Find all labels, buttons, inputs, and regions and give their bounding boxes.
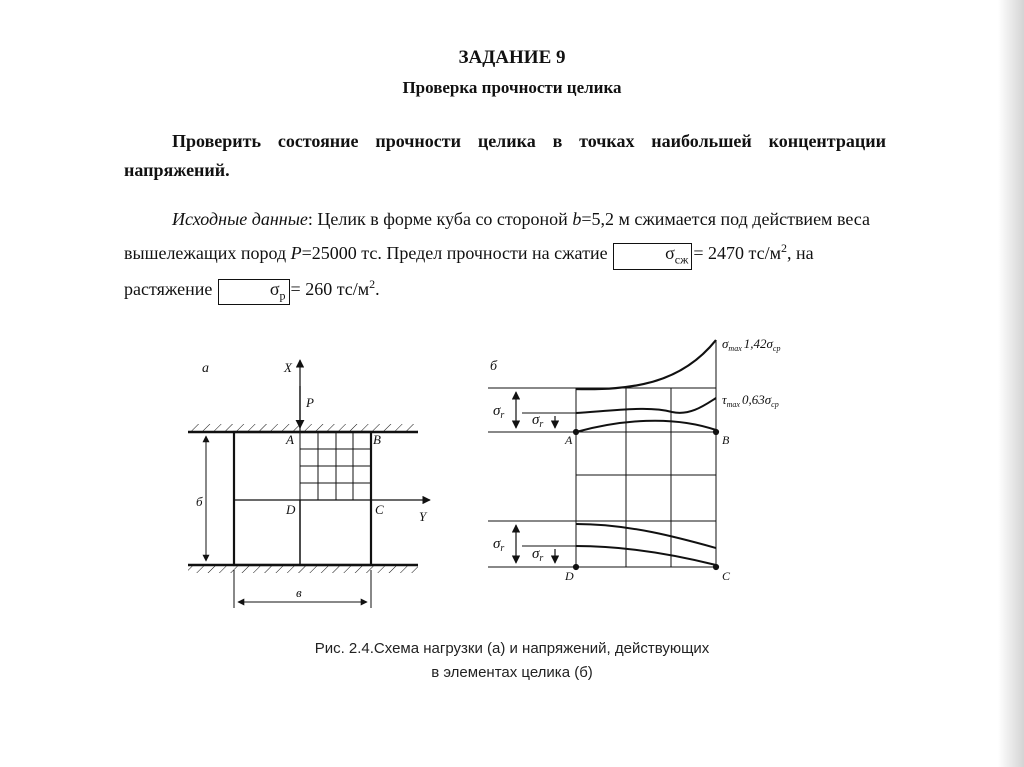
sigma-r-top-curve (576, 421, 716, 432)
point-a-label: A (286, 432, 294, 447)
tau-max-annotation: $\tau_{max}$ $0,63\sigma_{ср}$ (722, 392, 779, 409)
sigma-r-upper-inner-label: $\sigma_r$ (532, 412, 544, 430)
caption-line-2: в элементах целика (б) (431, 664, 593, 681)
tension-limit-value: = 260 тс/м (290, 278, 370, 299)
point-b-b-label: B (722, 433, 730, 447)
sigma-r-lower-label: $\sigma_r$ (493, 536, 505, 554)
page-title: ЗАДАНИЕ 9 (458, 47, 566, 68)
tau-max-curve (576, 398, 716, 413)
input-data-paragraph: Исходные данные: Целик в форме куба со стороной b=5,2 м сжимается под действием веса вышележащих пород P=25000 тс. Предел прочности на сжатие $\sigma_{сж} = 2470$ $тс/м^2$, на растяжение $\sigma_р = 260$ $тс/м^2$. (124, 205, 894, 305)
caption-line-1: Рис. 2.4.Схема нагрузки (а) и напряжений, действующих (314, 640, 710, 657)
axis-y-label: Y (419, 509, 427, 524)
dim-vertical-label: б (196, 494, 203, 509)
tension-limit-symbol: $\sigma_р$ (218, 279, 290, 306)
figure-a-load-scheme (188, 360, 430, 608)
dim-horizontal-label: в (296, 585, 302, 600)
input-data-label: Исходные данные (172, 209, 308, 229)
sigma-max-curve (576, 340, 716, 389)
figure-a-label: а (202, 361, 209, 376)
point-b-label: B (373, 432, 381, 447)
page-subtitle: Проверка прочности целика (402, 78, 622, 97)
sigma-max-annotation: $\sigma_{max}$ $1,42\sigma_{ср}$ (722, 336, 781, 353)
stress-grid (576, 340, 716, 567)
load-label: P (306, 395, 314, 410)
point-a-b-label: A (565, 433, 573, 447)
figure-caption (0, 637, 1024, 685)
point-d-b-label: D (565, 569, 574, 583)
sigma-lower-curve (576, 546, 716, 565)
sigma-r-lower-inner-label: $\sigma_r$ (532, 546, 544, 564)
axis-x-label: X (284, 360, 292, 375)
figure-b-label: б (490, 359, 498, 374)
pillar-mesh (300, 432, 371, 500)
point-c-b-label: C (722, 569, 731, 583)
compress-limit-value: = 2470 тс/м (693, 243, 782, 263)
figure-b-stress-diagram (488, 336, 780, 583)
compress-limit-symbol: $\sigma_{сж}$ (613, 243, 692, 270)
sigma-r-upper-label: $\sigma_r$ (493, 403, 505, 421)
point-c-label: C (375, 502, 384, 517)
pillar-outline (234, 432, 371, 565)
point-d-label: D (286, 502, 296, 517)
task-statement: Проверить состояние прочности целика в точках наибольшей концентрации напряжений. (124, 131, 886, 180)
sigma-r-bottom-curve (576, 524, 716, 548)
